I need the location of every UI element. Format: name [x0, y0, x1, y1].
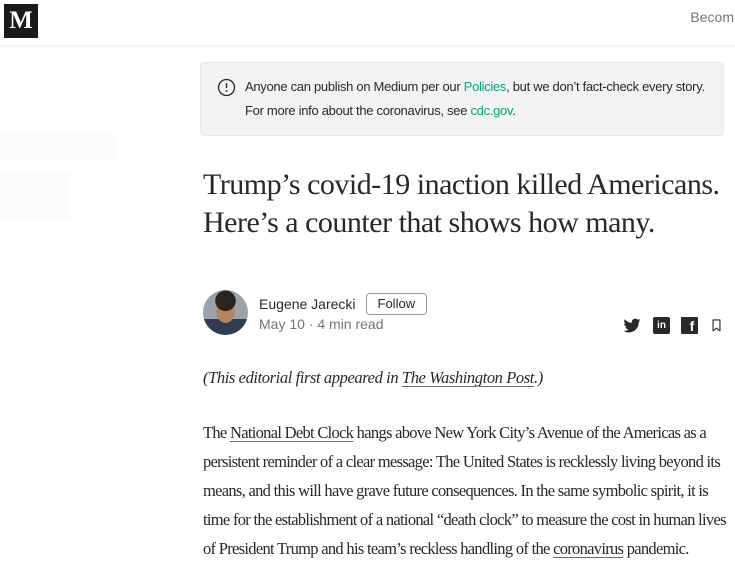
- notice-text-segment: .: [512, 103, 516, 118]
- paragraph-segment: hangs above New York City’s Avenue of the Americas as a persistent reminder of a clear message: The United States is recklessly living beyond its means, and this will have grave future consequences. In the same symbolic spirit, it is time for the establishment of a national “death clock” to measure the cost in human lives of President Trump and his team’s reckless handling of the: [203, 423, 726, 558]
- policies-link[interactable]: Policies: [463, 79, 507, 94]
- author-name[interactable]: Eugene Jarecki: [259, 296, 356, 312]
- author-avatar[interactable]: [203, 290, 248, 335]
- editorial-note-segment: (This editorial first appeared in: [203, 368, 402, 387]
- editorial-note: [203, 364, 733, 392]
- article-paragraph: [203, 418, 733, 563]
- paragraph-segment: The: [203, 423, 230, 442]
- top-nav: [0, 0, 735, 46]
- notice-text-segment: , but we don’t fact-check every story. For more info about the coronavirus, see: [245, 79, 705, 118]
- cdc-gov-link[interactable]: cdc.gov: [470, 103, 513, 118]
- become-member-link[interactable]: Becom: [690, 9, 734, 25]
- paragraph-segment: pandemic.: [623, 539, 689, 558]
- notice-text-segment: Anyone can publish on Medium per our: [245, 79, 464, 94]
- alert-circle-icon: [217, 78, 236, 123]
- washington-post-link[interactable]: The Washington Post: [401, 368, 534, 387]
- article-meta: May 10 · 4 min read: [259, 316, 384, 332]
- national-debt-clock-link[interactable]: National Debt Clock: [229, 423, 354, 442]
- bookmark-icon[interactable]: [709, 316, 724, 335]
- article-title: Trump’s covid-19 inaction killed Americans. Here’s a counter that shows how many.: [203, 168, 720, 239]
- byline: [203, 290, 724, 336]
- twitter-share-icon[interactable]: [622, 317, 642, 334]
- linkedin-share-icon[interactable]: in: [653, 317, 670, 334]
- publish-notice-banner: [200, 62, 724, 136]
- notice-text: [245, 75, 719, 123]
- follow-button[interactable]: Follow: [366, 293, 428, 315]
- facebook-share-icon[interactable]: f: [681, 317, 698, 334]
- render-artifact: [0, 130, 118, 160]
- share-bar: [622, 316, 724, 335]
- coronavirus-link[interactable]: coronavirus: [553, 539, 624, 558]
- render-artifact: [0, 172, 70, 220]
- editorial-note-segment: .): [533, 368, 543, 387]
- medium-logo[interactable]: M: [4, 4, 38, 38]
